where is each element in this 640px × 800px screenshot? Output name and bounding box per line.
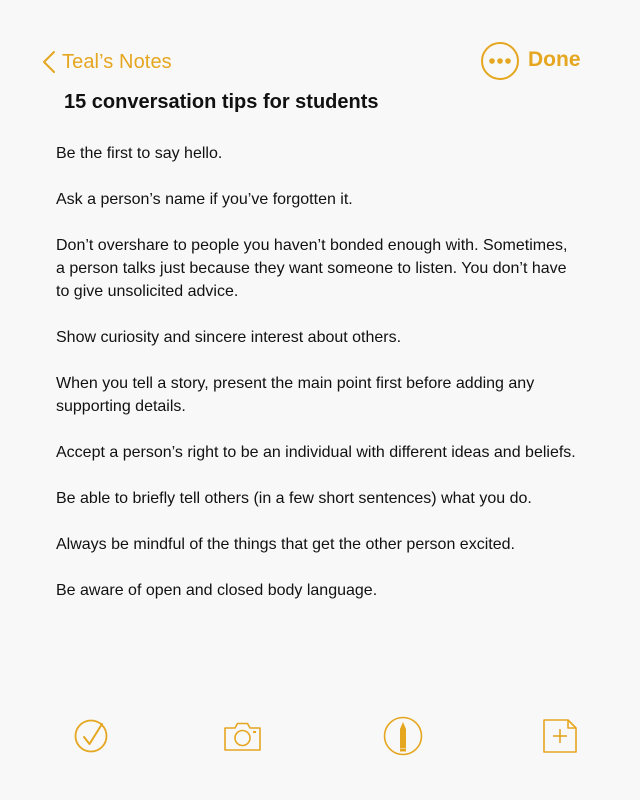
note-tip: Accept a person’s right to be an individual with different ideas and beliefs. (56, 444, 576, 461)
back-button-label: Teal’s Notes (62, 50, 172, 73)
note-tip: Always be mindful of the things that get the other person excited. (56, 536, 515, 553)
note-tip: Be aware of open and closed body language. (56, 582, 378, 599)
markup-button[interactable] (383, 716, 423, 756)
camera-icon (222, 716, 262, 756)
back-button[interactable] (42, 48, 172, 76)
note-tip: Be the first to say hello. (56, 145, 223, 162)
navigation-bar (0, 40, 640, 84)
new-note-icon (540, 716, 580, 756)
chevron-left-icon (42, 50, 56, 74)
bottom-toolbar (0, 716, 640, 760)
ellipsis-circle-icon (480, 41, 520, 81)
note-tip: Show curiosity and sincere interest about others. (56, 329, 402, 346)
note-tip: When you tell a story, present the main point first before adding any supporting details. (56, 375, 535, 415)
note-title[interactable]: 15 conversation tips for students (64, 91, 379, 113)
checklist-icon (73, 716, 113, 756)
camera-button[interactable] (222, 716, 262, 756)
checklist-button[interactable] (73, 716, 113, 756)
new-note-button[interactable] (540, 716, 580, 756)
note-body[interactable] (56, 142, 576, 625)
note-tip: Ask a person’s name if you’ve forgotten it. (56, 191, 353, 208)
note-tip: Be able to briefly tell others (in a few short sentences) what you do. (56, 490, 532, 507)
pen-icon (383, 716, 423, 756)
done-button[interactable]: Done (528, 48, 581, 71)
note-tip: Don’t overshare to people you haven’t bonded enough with. Sometimes, a person talks just because they want someone to listen. You don’t have to give unsolicited advice. (56, 237, 568, 300)
more-options-button[interactable] (480, 41, 520, 81)
